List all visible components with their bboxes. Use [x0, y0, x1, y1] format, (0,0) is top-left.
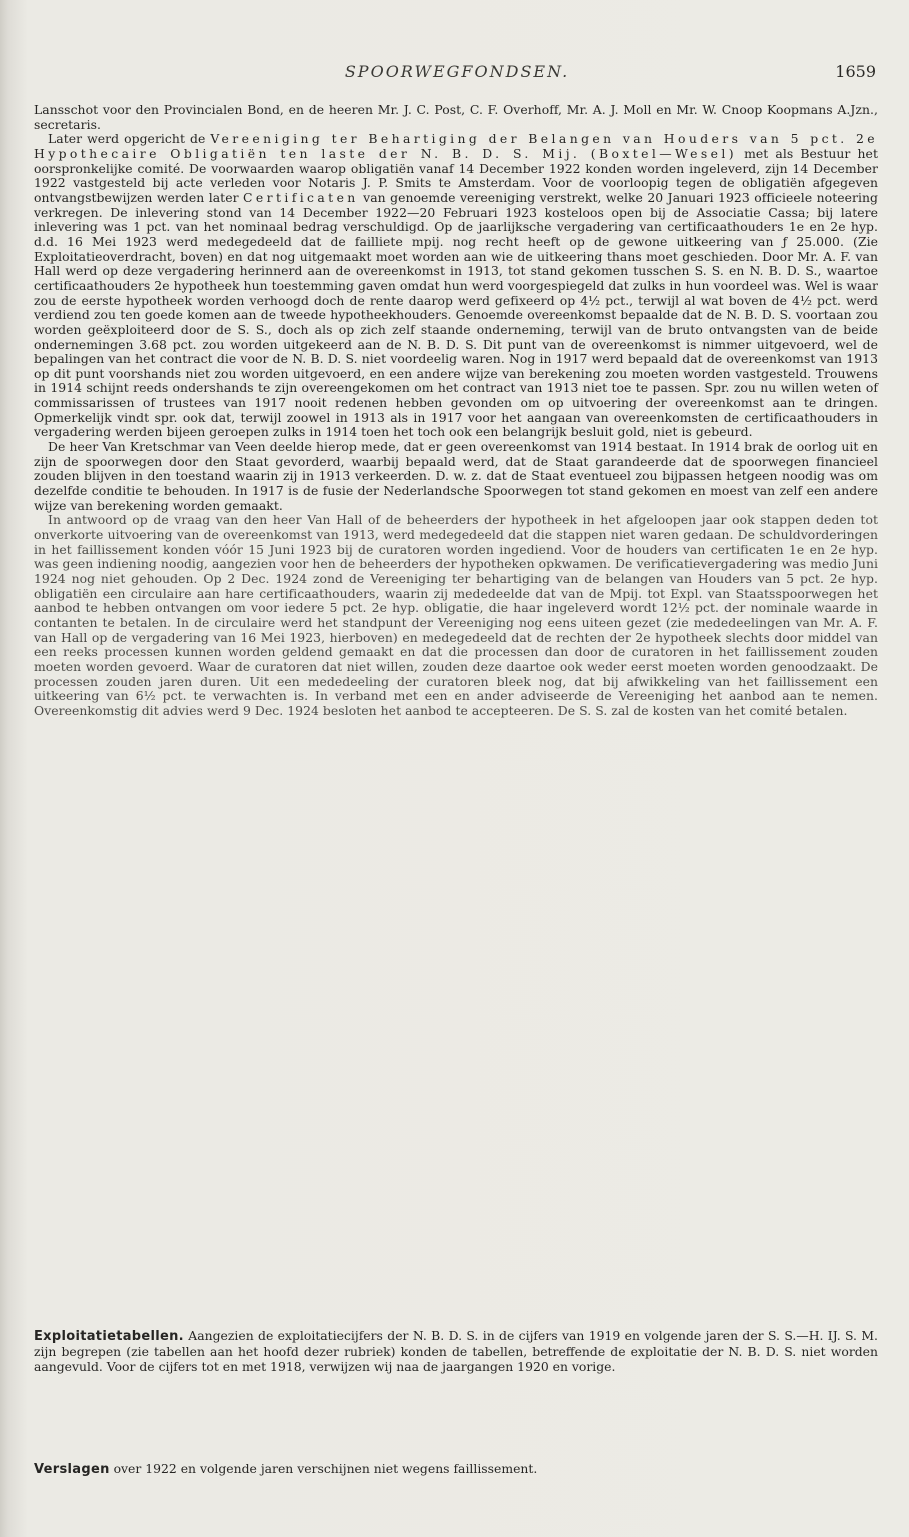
page-header — [34, 62, 880, 86]
section-verslagen — [34, 1461, 878, 1477]
paragraph-vereeniging — [34, 132, 878, 440]
vereeniging-text-b: met als Bestuur het oorspronkelijke comité. De voorwaarden waarop obligatiën vanaf 14 December 1922 konden worden ingeleverd, zijn 14 December 1922 vastgesteld bij acte verleden voor Notaris J. P. Smits te Amsterdam. Voor de voorloopig tegen de obligatiën afgegeven ontvangstbewijzen werden later — [34, 145, 878, 205]
page-number: 1659 — [835, 62, 876, 81]
verslagen-heading: Verslagen — [34, 1462, 110, 1477]
vereeniging-text-a: Later werd opgericht de — [48, 131, 206, 147]
section-exploitatietabellen — [34, 1328, 878, 1375]
paragraph-van-hall-answer — [34, 513, 878, 718]
running-title: SPOORWEGFONDSEN. — [344, 62, 570, 81]
paragraph-board-members — [34, 103, 878, 132]
vereeniging-name: Vereeniging ter Behartiging der Belangen van Houders van 5 pct. 2e Hypothecaire Obligatiën ten laste der N. B. D. S. Mij. (Boxtel—Wesel) — [34, 131, 878, 161]
exploitatietabellen-heading: Exploitatietabellen. — [34, 1329, 184, 1344]
verslagen-text: over 1922 en volgende jaren verschijnen niet wegens faillissement. — [113, 1461, 538, 1476]
body-text — [34, 103, 878, 719]
kretschmar-text: De heer Van Kretschmar van Veen deelde hierop mede, dat er geen overeenkomst van 1914 bestaat. In 1914 brak de oorlog uit en zijn de spoorwegen door den Staat gevorderd, waarbij bepaald werd, dat de Staat garandeerde dat de spoorwegen financieel zouden blijven in den toestand waarin zij in 1913 verkeerden. D. w. z. dat de Staat eventueel zou bijpassen hetgeen noodig was om dezelfde conditie te behouden. In 1917 is de fusie der Nederlandsche Spoorwegen tot stand gekomen en moest van zelf een andere wijze van berekening worden gemaakt. — [34, 439, 878, 513]
paragraph-kretschmar — [34, 440, 878, 513]
certificaten-term: Certificaten — [243, 189, 359, 205]
board-members-text: Lansschot voor den Provincialen Bond, en de heeren Mr. J. C. Post, C. F. Overhoff, Mr. A. J. Moll en Mr. W. Cnoop Koopmans A.Jzn., secretaris. — [34, 102, 878, 132]
vereeniging-text-c: van genoemde vereeniging verstrekt, welke 20 Januari 1923 officieele noteering verkregen. De inlevering stond van 14 December 1922—20 Februari 1923 kosteloos open bij de Associatie Cassa; bij latere inlevering was 1 pct. van het nominaal bedrag verschuldigd. Op de jaarlijksche vergadering van certificaathouders 1e en 2e hyp. d.d. 16 Mei 1923 werd medegedeeld dat de failliete mpij. nog recht heeft op de gewone uitkeering van ƒ 25.000. (Zie Exploitatieoverdracht, boven) en dat nog uitgemaakt moet worden aan wie de uitkeering thans moet geschieden. Door Mr. A. F. van Hall werd op deze vergadering herinnerd aan de overeenkomst in 1913, tot stand gekomen tusschen S. S. en N. B. D. S., waartoe certificaathouders 2e hypotheek hun toestemming gaven omdat hun werd voorgespiegeld dat zulks in hun voordeel was. Wel is waar zou de eerste hypotheek worden verhoogd doch de rente daarop werd gefixeerd op 4½ pct., terwijl al wat boven de 4½ pct. werd verdiend zou ten goede komen aan de tweede hypotheekhouders. Genoemde overeenkomst bepaalde dat de N. B. D. S. voortaan zou worden geëxploiteerd door de S. S., doch als op zich zelf staande onderneming, terwijl van de bruto ontvangsten van de beide ondernemingen 3.68 pct. zou worden uitgekeerd aan de N. B. D. S. Dit punt van de overeenkomst is nimmer uitgevoerd, wel de bepalingen van het contract die voor de N. B. D. S. niet voordeelig waren. Nog in 1917 werd bepaald dat de overeenkomst van 1913 op dit punt voorshands niet zou worden uitgevoerd, en een andere wijze van berekening zou moeten worden vastgesteld. Trouwens in 1914 schijnt reeds ondershands te zijn overeengekomen om het contract van 1913 niet toe te passen. Spr. zou nu willen weten of commissarissen of trustees van 1917 nooit redenen hebben gevonden om op uitvoering der overeenkomst aan te dringen. Opmerkelijk vindt spr. ook dat, terwijl zoowel in 1913 als in 1917 voor het aangaan van overeenkomsten de certificaathouders in vergadering werden bijeen geroepen zulks in 1914 toen het toch ook een belangrijk besluit gold, niet is gebeurd. — [34, 189, 878, 440]
van-hall-answer-text: In antwoord op de vraag van den heer Van Hall of de beheerders der hypotheek in het afgeloopen jaar ook stappen deden tot onverkorte uitvoering van de overeenkomst van 1913, werd medegedeeld dat die stappen niet waren gedaan. De schuldvorderingen in het faillissement konden vóór 15 Juni 1923 bij de curatoren worden ingediend. Voor de houders van certificaten 1e en 2e hyp. was geen indiening noodig, aangezien voor hen de beheerders der hypotheken opkwamen. De verificatievergadering was medio Juni 1924 nog niet gehouden. Op 2 Dec. 1924 zond de Vereeniging ter behartiging van de belangen van Houders van 5 pct. 2e hyp. obligatiën een circulaire aan hare certificaathouders, waarin zij mededeelde dat van de Mpij. tot Expl. van Staatsspoorwegen het aanbod te hebben ontvangen om voor iedere 5 pct. 2e hyp. obligatie, die haar ingeleverd wordt 12½ pct. der nominale waarde in contanten te betalen. In de circulaire werd het standpunt der Vereeniging nog eens uiteen gezet (zie mededeelingen van Mr. A. F. van Hall op de vergadering van 16 Mei 1923, hierboven) en medegedeeld dat de rechten der 2e hypotheek slechts door middel van een reeks processen kunnen worden geldend gemaakt en dat die processen dan door de curatoren in het faillissement zouden moeten worden gevoerd. Waar de curatoren dat niet willen, zouden deze daartoe ook weder eerst moeten worden genoodzaakt. De processen zouden jaren duren. Uit een mededeeling der curatoren bleek nog, dat bij afwikkeling van het faillissement een uitkeering van 6½ pct. te verwachten is. In verband met een en ander adviseerde de Vereeniging het aanbod aan te nemen. Overeenkomstig dit advies werd 9 Dec. 1924 besloten het aanbod te accepteeren. De S. S. zal de kosten van het comité betalen. — [34, 512, 878, 718]
exploitatietabellen-text: Aangezien de exploitatiecijfers der N. B. D. S. in de cijfers van 1919 en volgende jaren der S. S.—H. IJ. S. M. zijn begrepen (zie tabellen aan het hoofd dezer rubriek) konden de tabellen, betreffende de exploitatie der N. B. D. S. niet worden aangevuld. Voor de cijfers tot en met 1918, verwijzen wij naa de jaargangen 1920 en vorige. — [34, 1328, 878, 1375]
